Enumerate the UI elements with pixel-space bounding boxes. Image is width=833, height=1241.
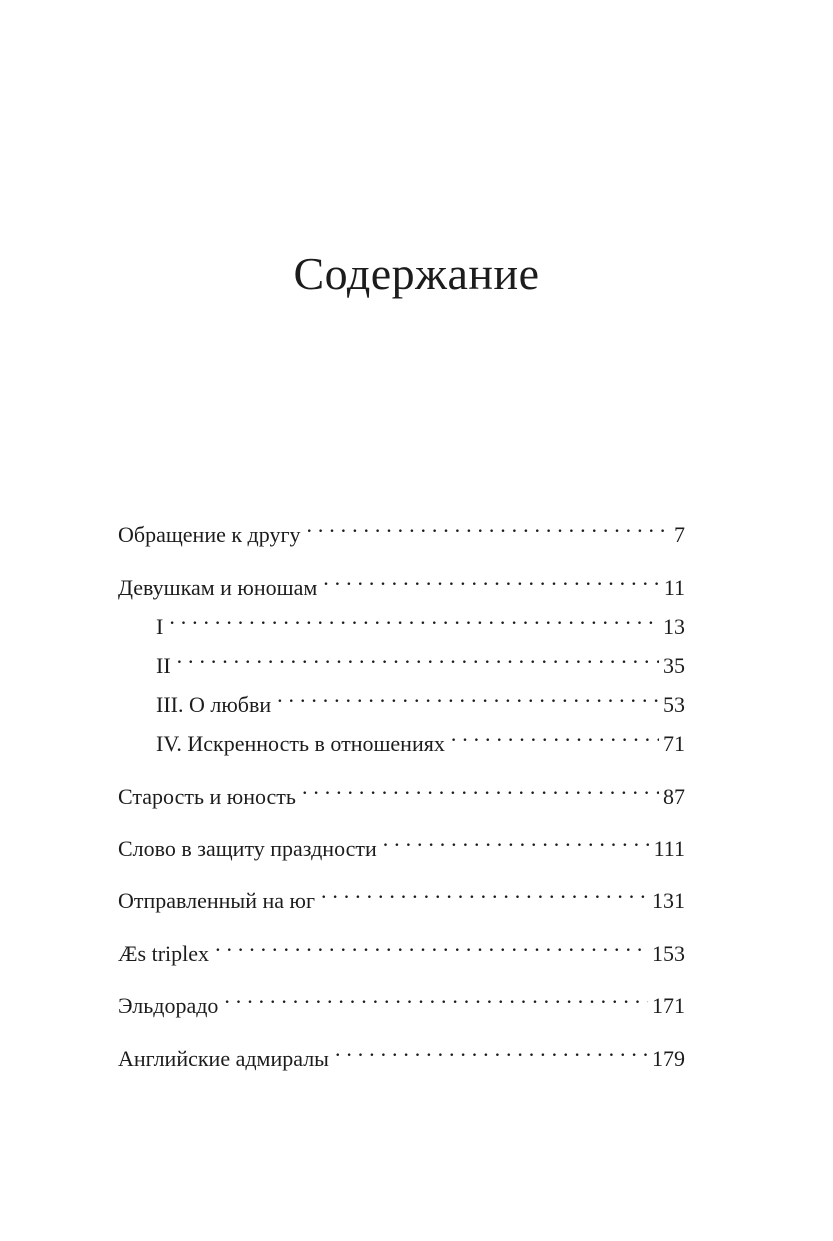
toc-subentry bbox=[156, 717, 685, 756]
dot-leader bbox=[306, 508, 670, 542]
toc-entry-title: Отправленный на юг bbox=[118, 888, 315, 913]
toc-entry-title: Английские адмиралы bbox=[118, 1046, 329, 1071]
dot-leader bbox=[302, 770, 659, 804]
toc-entry-page: 87 bbox=[663, 784, 685, 809]
dot-leader bbox=[215, 927, 648, 961]
toc-entry-page: 7 bbox=[674, 522, 685, 547]
toc-entry-page: 13 bbox=[663, 614, 685, 639]
toc-entry bbox=[118, 770, 685, 809]
toc-entry-title: Обращение к другу bbox=[118, 522, 301, 547]
toc-entry bbox=[118, 822, 685, 861]
toc-entry bbox=[118, 508, 685, 547]
toc-entry-title: IV. Искренность в отношениях bbox=[156, 731, 445, 756]
toc-entry bbox=[118, 979, 685, 1018]
toc-subentry bbox=[156, 639, 685, 678]
toc-entry bbox=[118, 1032, 685, 1071]
toc-entry bbox=[118, 927, 685, 966]
toc-entry-title: Æs triplex bbox=[118, 941, 210, 966]
toc-entry-page: 53 bbox=[663, 692, 685, 717]
dot-leader bbox=[224, 979, 648, 1013]
toc-entry-page: 111 bbox=[653, 836, 685, 861]
toc-entry-page: 171 bbox=[652, 993, 685, 1018]
toc-entry-title: Старость и юность bbox=[118, 784, 296, 809]
toc-entry-title: Девушкам и юношам bbox=[118, 575, 318, 600]
dot-leader bbox=[177, 639, 659, 673]
toc-entry-page: 35 bbox=[663, 653, 685, 678]
toc-entry-page: 179 bbox=[652, 1046, 685, 1071]
dot-leader bbox=[323, 561, 660, 595]
toc-entry-title: Эльдорадо bbox=[118, 993, 219, 1018]
toc-entry-title: I bbox=[156, 614, 164, 639]
dot-leader bbox=[383, 822, 650, 856]
dot-leader bbox=[451, 717, 659, 751]
dot-leader bbox=[277, 678, 659, 712]
toc-entry bbox=[118, 561, 685, 600]
toc-entry-page: 71 bbox=[663, 731, 685, 756]
toc-entry-title: II bbox=[156, 653, 171, 678]
page-title: Содержание bbox=[293, 248, 540, 299]
dot-leader bbox=[169, 600, 659, 634]
toc-entry-page: 131 bbox=[652, 888, 685, 913]
toc-subentry bbox=[156, 678, 685, 717]
toc-subentry bbox=[156, 600, 685, 639]
dot-leader bbox=[335, 1032, 648, 1066]
toc-entry-title: III. О любви bbox=[156, 692, 272, 717]
toc-entry bbox=[118, 874, 685, 913]
toc-entry-page: 153 bbox=[652, 941, 685, 966]
toc-entry-title: Слово в защиту праздности bbox=[118, 836, 377, 861]
dot-leader bbox=[321, 874, 648, 908]
toc-entry-page: 11 bbox=[663, 575, 685, 600]
